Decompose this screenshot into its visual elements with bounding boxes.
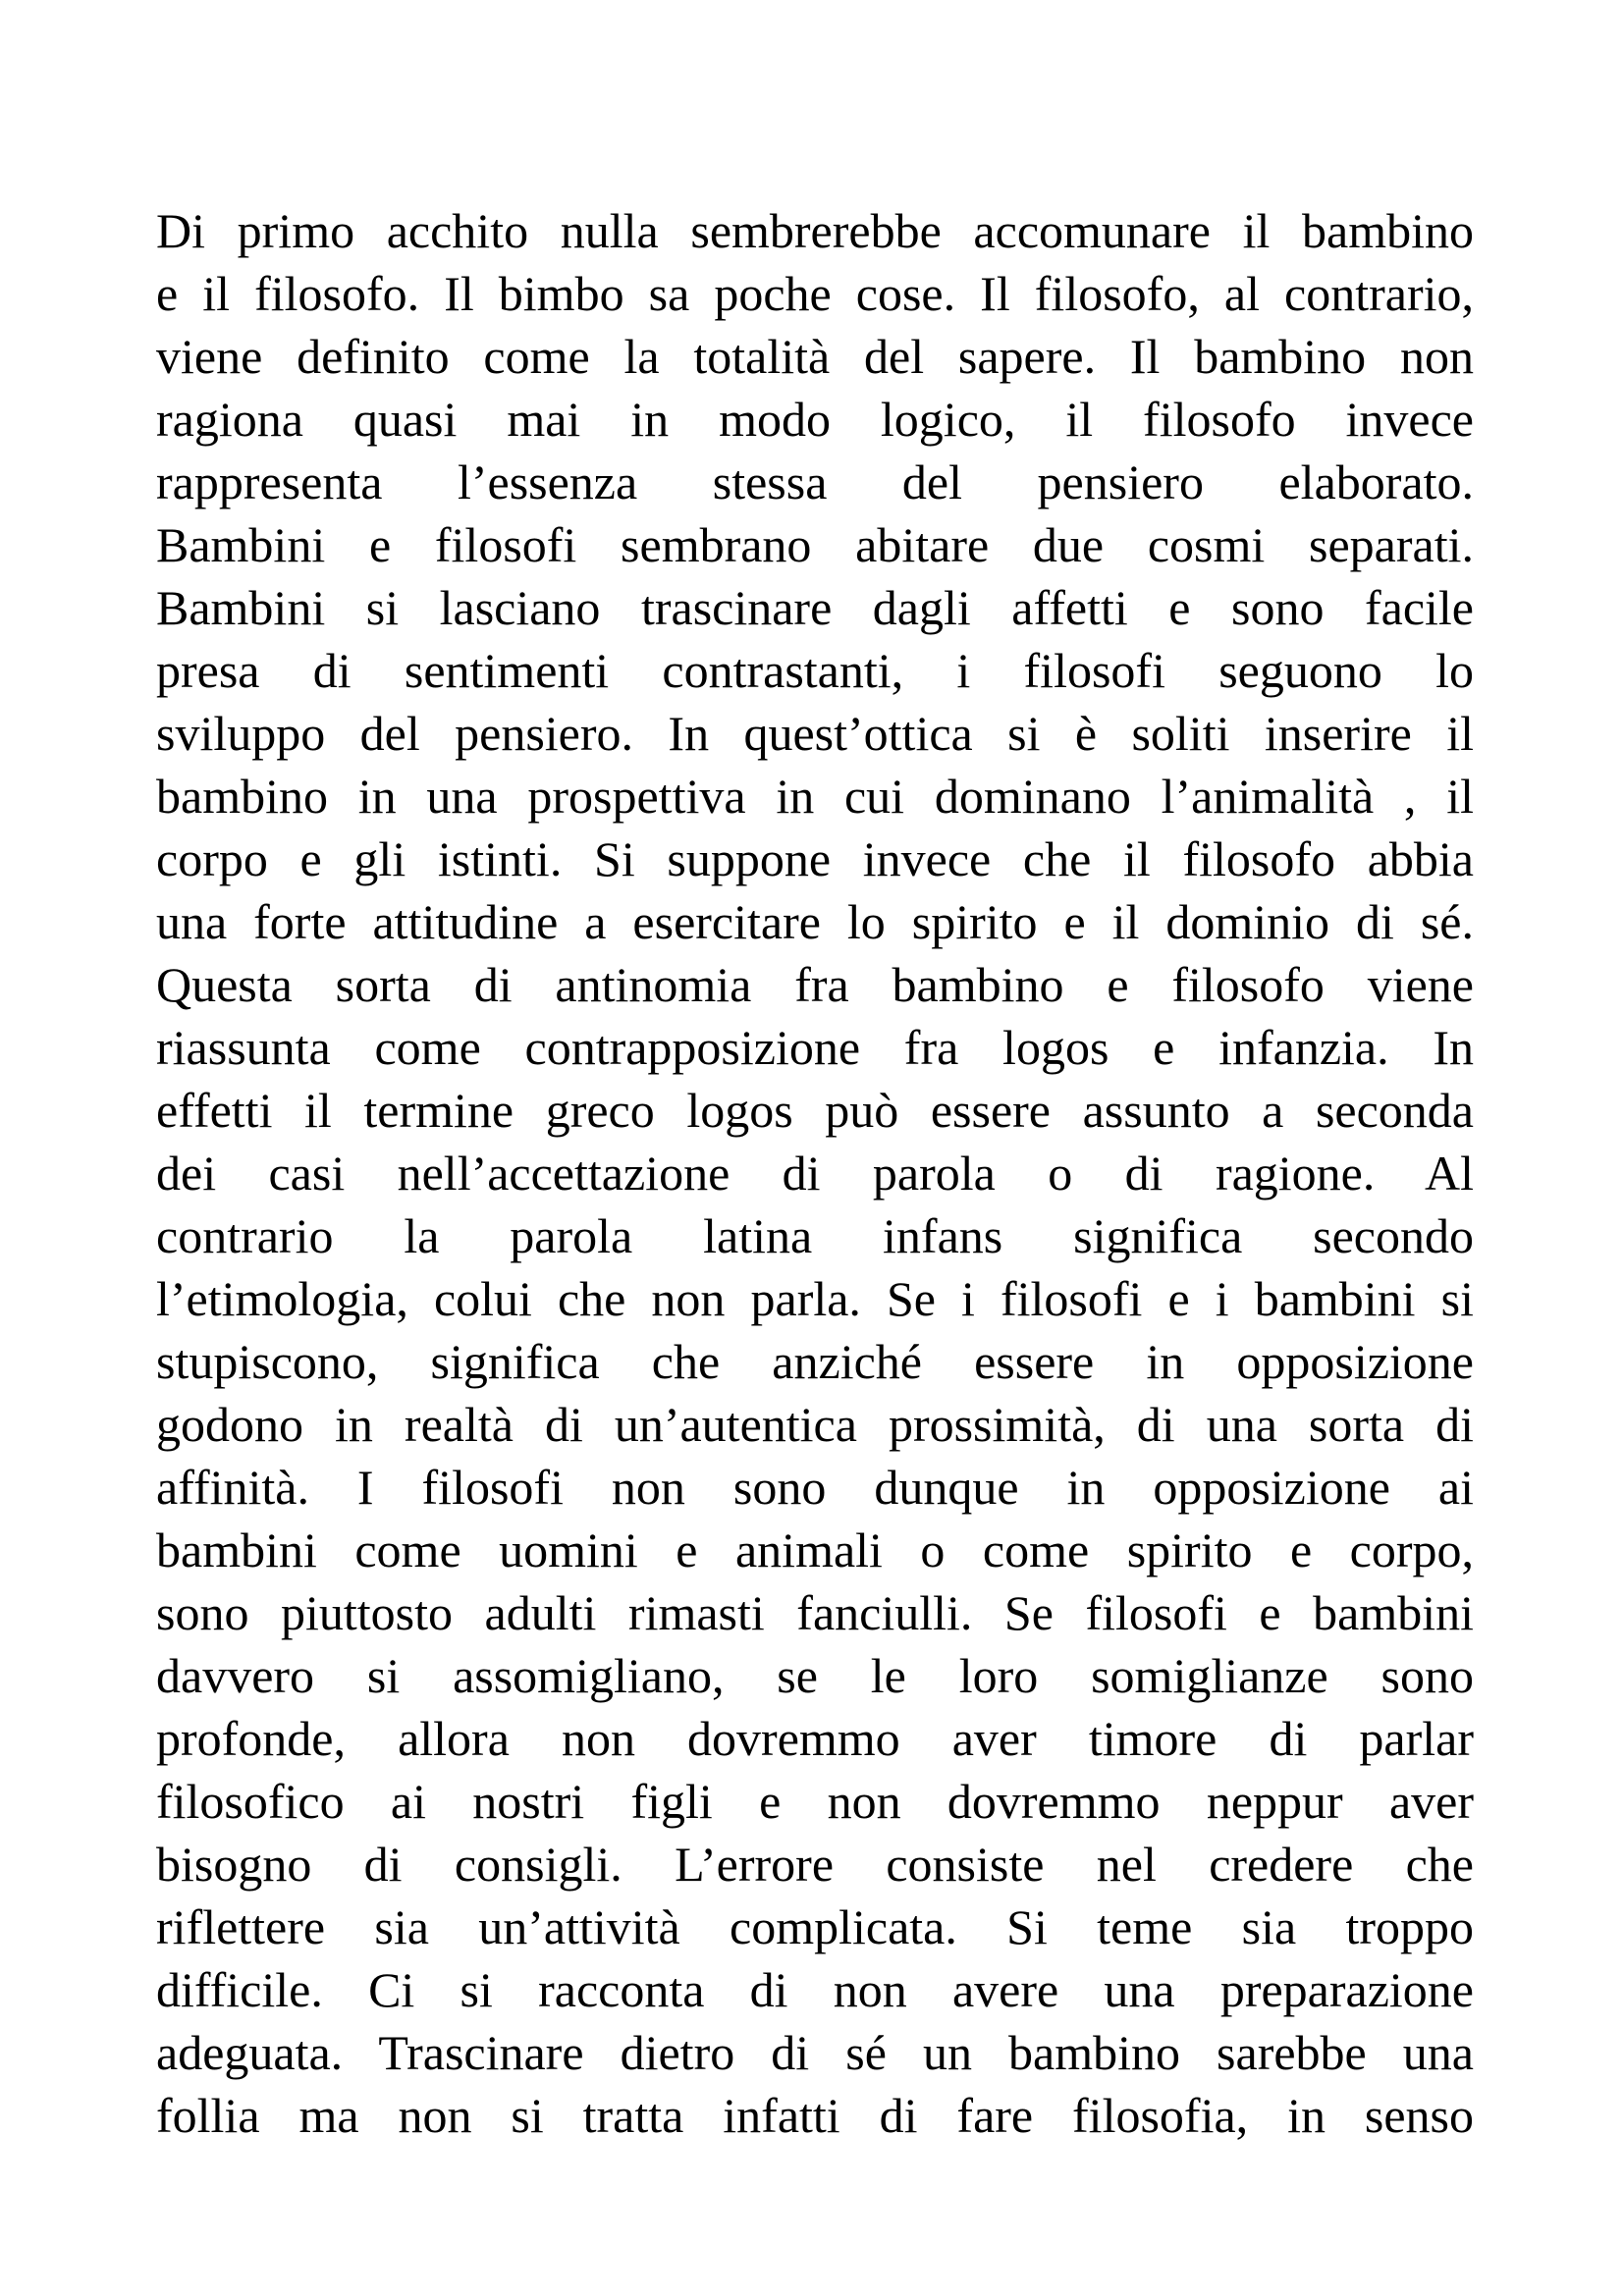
text-line: profonde, allora non dovremmo aver timore di parlar — [156, 1711, 1474, 1766]
text-line: viene definito come la totalità del sapere. Il bambino non — [156, 329, 1474, 384]
text-line: una forte attitudine a esercitare lo spirito e il dominio di sé. — [156, 894, 1474, 949]
text-line: sono piuttosto adulti rimasti fanciulli. Se filosofi e bambini — [156, 1585, 1474, 1640]
text-line: Bambini e filosofi sembrano abitare due cosmi separati. — [156, 517, 1474, 572]
text-line: adeguata. Trascinare dietro di sé un bambino sarebbe una — [156, 2025, 1474, 2080]
text-line: ragiona quasi mai in modo logico, il filosofo invece — [156, 392, 1474, 447]
text-line: Bambini si lasciano trascinare dagli affetti e sono facile — [156, 580, 1474, 635]
text-line: dei casi nell’accettazione di parola o di ragione. Al — [156, 1146, 1474, 1201]
text-line: riflettere sia un’attività complicata. Si teme sia troppo — [156, 1899, 1474, 1954]
text-line: Di primo acchito nulla sembrerebbe accomunare il bambino — [156, 203, 1474, 258]
text-line: stupiscono, significa che anziché essere in opposizione — [156, 1334, 1474, 1389]
text-line: bambini come uomini e animali o come spirito e corpo, — [156, 1522, 1474, 1577]
text-line: effetti il termine greco logos può essere assunto a seconda — [156, 1083, 1474, 1138]
text-line: bisogno di consigli. L’errore consiste nel credere che — [156, 1837, 1474, 1892]
text-line: filosofico ai nostri figli e non dovremmo neppur aver — [156, 1774, 1474, 1829]
body-paragraph — [156, 199, 1474, 2147]
text-line: rappresenta l’essenza stessa del pensiero elaborato. — [156, 454, 1474, 509]
text-line: follia ma non si tratta infatti di fare filosofia, in senso — [156, 2088, 1474, 2143]
text-line: riassunta come contrapposizione fra logos e infanzia. In — [156, 1020, 1474, 1075]
text-line: e il filosofo. Il bimbo sa poche cose. Il filosofo, al contrario, — [156, 266, 1474, 321]
text-line: sviluppo del pensiero. In quest’ottica si è soliti inserire il — [156, 706, 1474, 761]
text-line: affinità. I filosofi non sono dunque in opposizione ai — [156, 1460, 1474, 1515]
text-line: davvero si assomigliano, se le loro somiglianze sono — [156, 1648, 1474, 1703]
text-line: contrario la parola latina infans significa secondo — [156, 1208, 1474, 1263]
text-line: l’etimologia, colui che non parla. Se i filosofi e i bambini si — [156, 1271, 1474, 1326]
text-line: bambino in una prospettiva in cui dominano l’animalità , il — [156, 769, 1474, 824]
text-line: corpo e gli istinti. Si suppone invece che il filosofo abbia — [156, 831, 1474, 886]
text-line: godono in realtà di un’autentica prossimità, di una sorta di — [156, 1397, 1474, 1452]
text-line: presa di sentimenti contrastanti, i filosofi seguono lo — [156, 643, 1474, 698]
text-line: Questa sorta di antinomia fra bambino e filosofo viene — [156, 957, 1474, 1012]
text-line: difficile. Ci si racconta di non avere una preparazione — [156, 1962, 1474, 2017]
